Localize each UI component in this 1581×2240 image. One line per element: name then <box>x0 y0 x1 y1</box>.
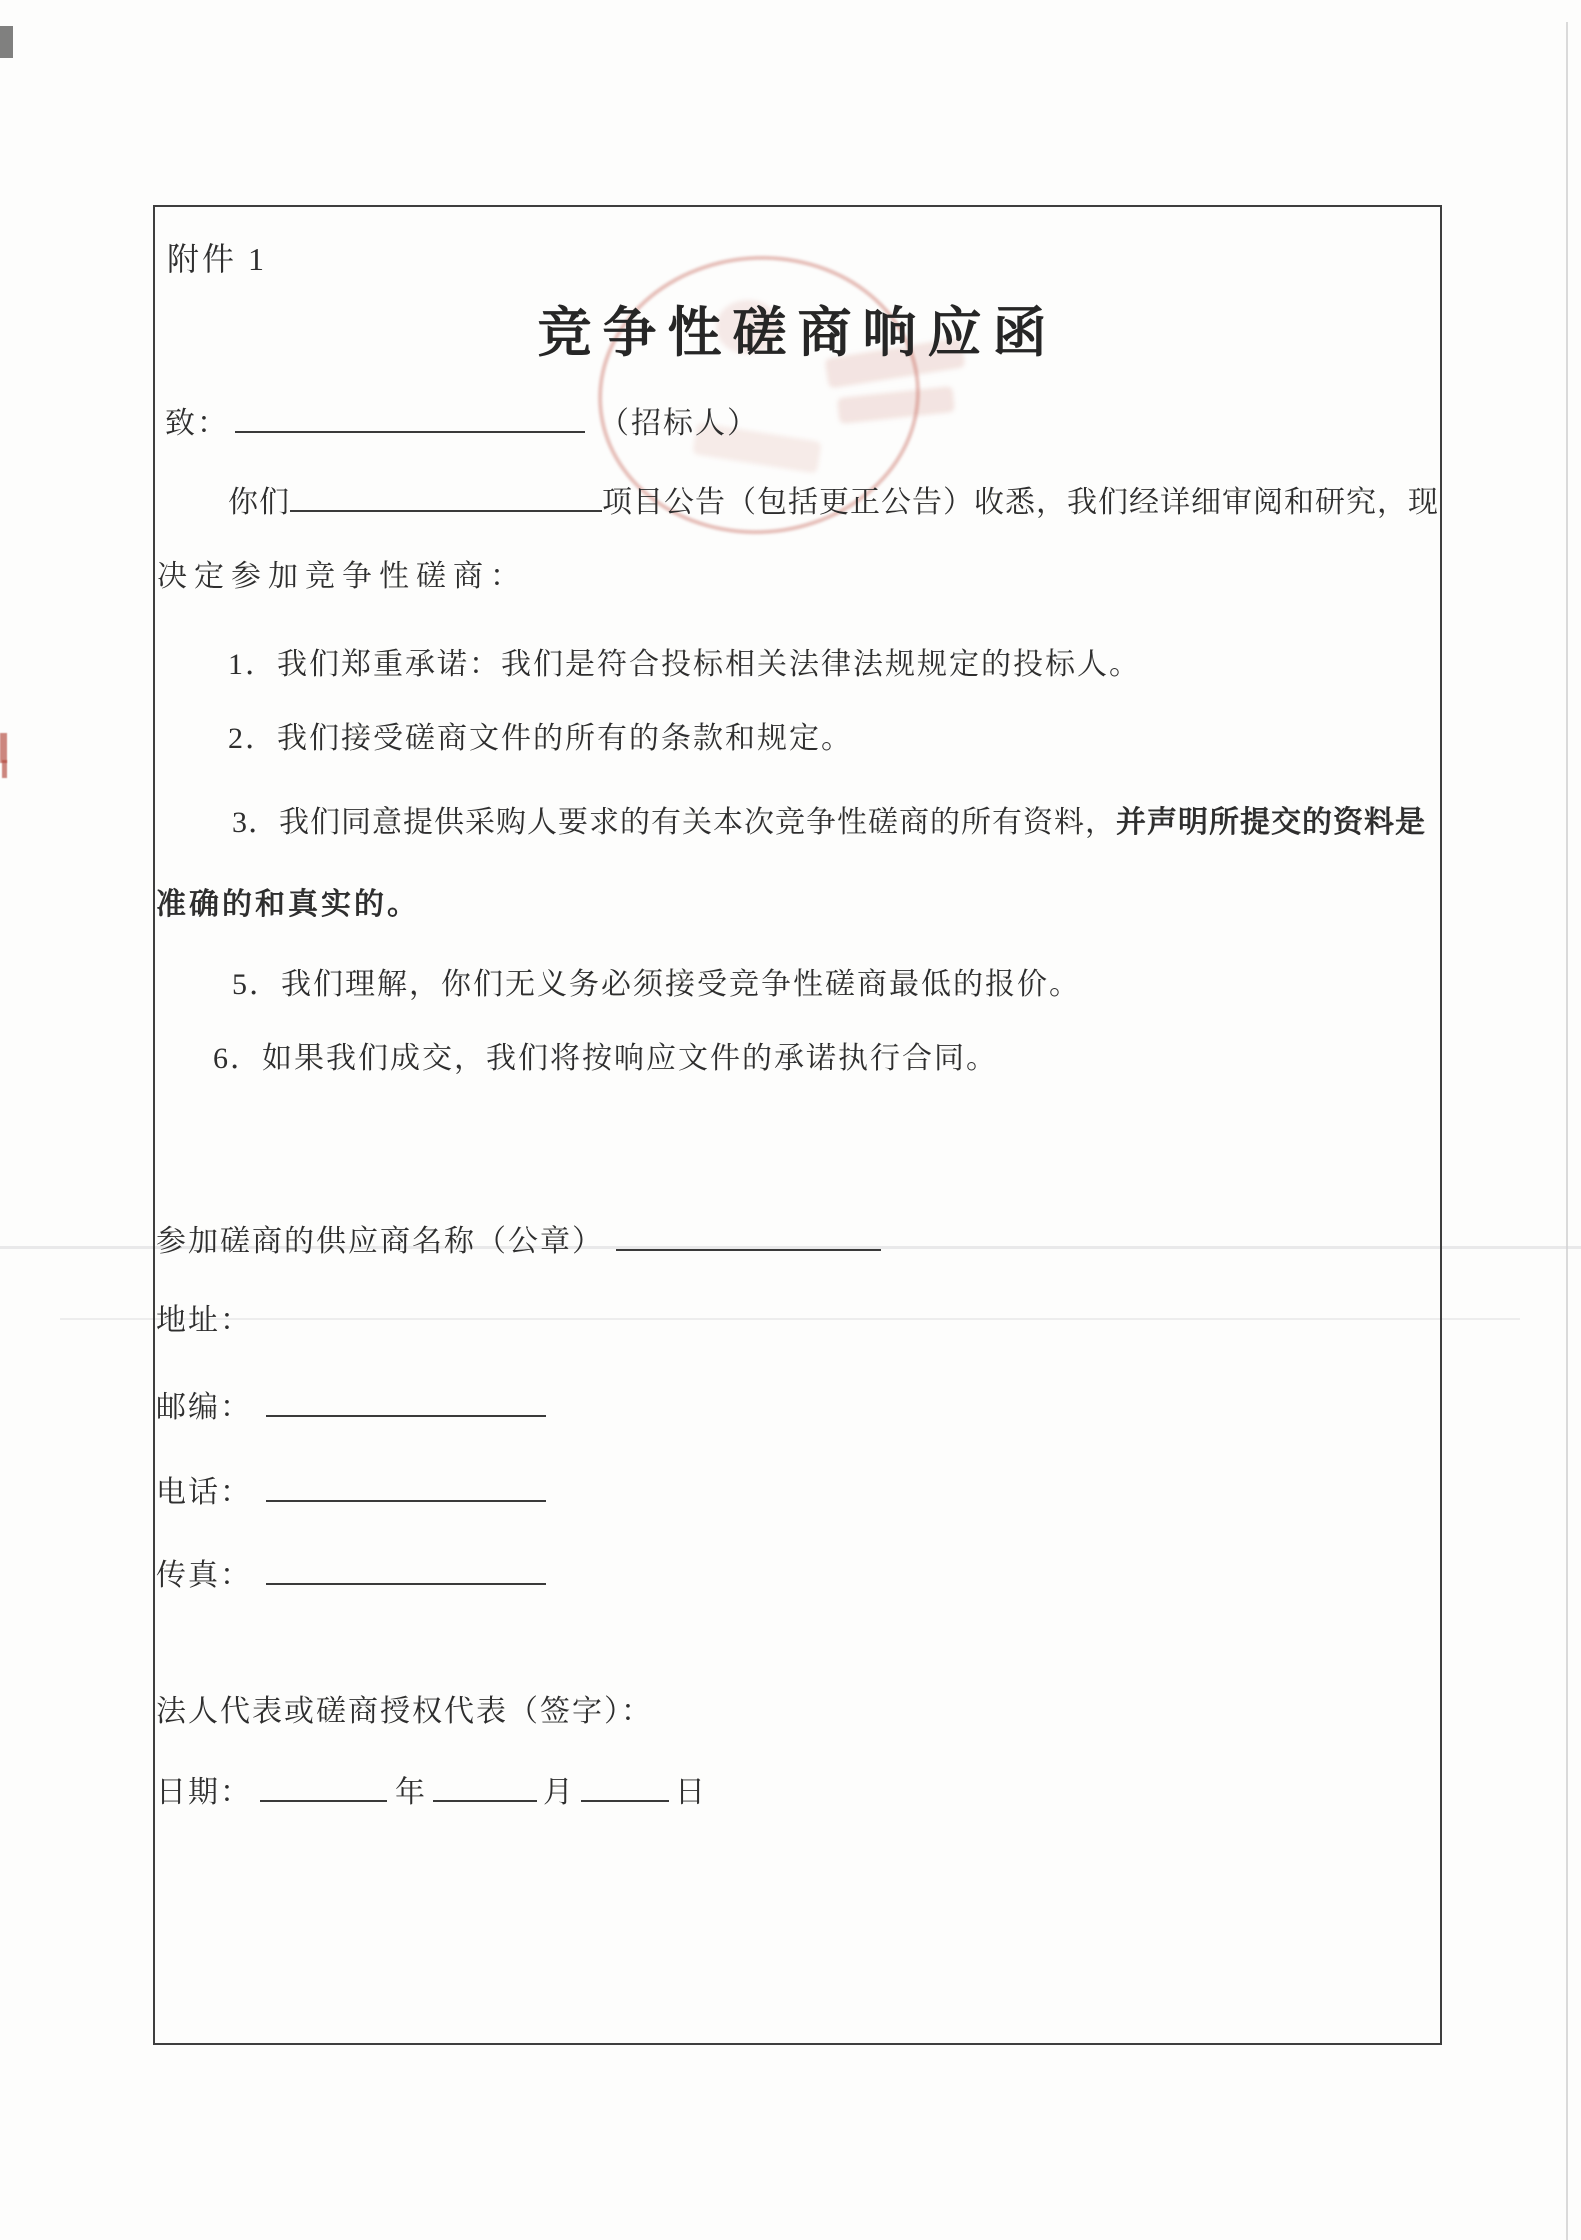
page-edge-shadow <box>1566 22 1568 2240</box>
item-text-bold: 准确的和真实的。 <box>156 888 420 921</box>
list-item-2 <box>228 721 853 757</box>
item-number: 5． <box>232 968 281 1001</box>
date-day-label: 日 <box>675 1775 707 1809</box>
signature-label: 法人代表或磋商授权代表（签字）： <box>156 1695 653 1728</box>
intro-continuation-text: 决定参加竞争性磋商： <box>157 560 527 593</box>
date-year-blank <box>260 1769 387 1802</box>
item-text-bold: 并声明所提交的资料是 <box>1116 806 1426 839</box>
scan-corner-artifact <box>0 26 13 58</box>
address-label: 地址： <box>156 1304 252 1337</box>
postcode-label: 邮编： <box>156 1390 252 1424</box>
item-text: 我们理解，你们无义务必须接受竞争性磋商最低的报价。 <box>281 968 1081 1001</box>
item-number: 6． <box>213 1042 262 1075</box>
item-text: 我们郑重承诺：我们是符合投标相关法律法规规定的投标人。 <box>277 648 1141 681</box>
phone-line <box>156 1469 546 1511</box>
date-year-label: 年 <box>395 1775 427 1809</box>
item-number: 1． <box>228 648 277 681</box>
date-month-blank <box>433 1769 537 1802</box>
list-item-3 <box>232 805 1426 841</box>
margin-red-artifact <box>2 760 7 778</box>
date-day-blank <box>581 1769 669 1802</box>
fax-blank-line <box>266 1552 546 1585</box>
to-blank-line <box>235 400 585 433</box>
date-line <box>156 1769 707 1811</box>
item-text: 我们同意提供采购人要求的有关本次竞争性磋商的所有资料， <box>279 806 1116 839</box>
item-text: 我们接受磋商文件的所有的条款和规定。 <box>277 722 853 755</box>
to-line <box>165 400 759 442</box>
list-item-3-continuation <box>156 887 420 923</box>
intro-continuation <box>157 559 527 595</box>
postcode-line <box>156 1384 546 1426</box>
page-title: 竞争性磋商响应函 <box>537 303 1058 363</box>
margin-red-artifact <box>0 733 7 763</box>
phone-label: 电话： <box>156 1475 252 1509</box>
fax-line <box>156 1552 546 1594</box>
supplier-blank-line <box>616 1218 881 1251</box>
date-label: 日期： <box>156 1775 252 1809</box>
postcode-blank-line <box>266 1384 546 1417</box>
list-item-5 <box>232 967 1081 1003</box>
address-line <box>156 1303 252 1339</box>
to-label: 致： <box>165 406 229 440</box>
list-item-1 <box>228 647 1141 683</box>
attachment-label: 附件 1 <box>167 241 268 277</box>
item-text: 如果我们成交，我们将按响应文件的承诺执行合同。 <box>262 1042 998 1075</box>
list-item-6 <box>213 1041 998 1077</box>
fax-label: 传真： <box>156 1558 252 1592</box>
supplier-name-line <box>156 1218 881 1260</box>
item-number: 2． <box>228 722 277 755</box>
intro-line <box>228 479 1439 521</box>
signature-line <box>156 1694 653 1730</box>
supplier-label: 参加磋商的供应商名称（公章） <box>156 1224 604 1258</box>
intro-text: 项目公告（包括更正公告）收悉，我们经详细审阅和研究，现 <box>602 485 1439 519</box>
intro-prefix: 你们 <box>228 485 290 519</box>
recipient-suffix: （招标人） <box>599 406 759 440</box>
item-number: 3． <box>232 806 279 839</box>
intro-blank-line <box>290 479 602 512</box>
date-month-label: 月 <box>543 1775 575 1809</box>
phone-blank-line <box>266 1469 546 1502</box>
